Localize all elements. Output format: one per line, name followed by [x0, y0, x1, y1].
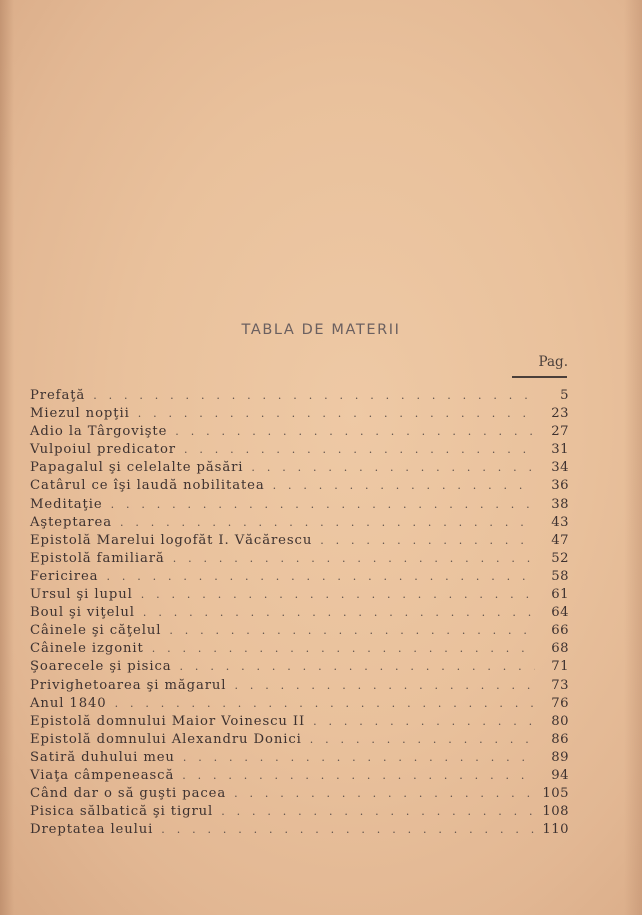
toc-entry-page-number: 38: [551, 496, 569, 512]
toc-entry-page-number: 80: [551, 713, 569, 729]
table-of-contents: [30, 387, 569, 839]
toc-entry-page-number: 66: [551, 623, 569, 639]
toc-entry: [30, 785, 569, 803]
toc-entry-page-number: 73: [551, 677, 569, 693]
toc-entry: [30, 496, 569, 514]
toc-entry: [30, 550, 569, 568]
toc-entry: [30, 423, 569, 441]
toc-entry-title: Şoarecele şi pisica: [30, 659, 172, 675]
page-edge-shadow-right: [624, 0, 642, 915]
toc-entry: [30, 405, 569, 423]
toc-entry-leader-dots: [106, 568, 535, 586]
toc-entry-leader-dots: [169, 622, 535, 640]
toc-entry-title: Pisica sălbatică şi tigrul: [30, 804, 214, 820]
toc-entry-title: Aşteptarea: [30, 514, 112, 530]
toc-entry-title: Vulpoiul predicator: [30, 442, 176, 458]
toc-entry-page-number: 47: [551, 532, 569, 548]
toc-entry: [30, 695, 569, 713]
toc-entry: [30, 713, 569, 731]
toc-entry-page-number: 34: [551, 460, 569, 476]
toc-entry-page-number: 43: [551, 514, 569, 530]
toc-entry-leader-dots: [313, 713, 535, 731]
toc-entry-leader-dots: [143, 604, 535, 622]
toc-entry-page-number: 5: [560, 388, 569, 403]
toc-entry-title: Câinele şi căţelul: [30, 623, 162, 639]
toc-entry-page-number: 68: [551, 641, 569, 657]
toc-entry-page-number: 31: [551, 442, 569, 458]
toc-entry-title: Anul 1840: [30, 695, 107, 711]
toc-entry-title: Ursul şi lupul: [30, 587, 133, 603]
page-edge-shadow-left: [0, 0, 14, 915]
toc-entry: [30, 532, 569, 550]
toc-entry: [30, 731, 569, 749]
toc-entry-leader-dots: [310, 731, 535, 749]
page-column-header: Pag.: [538, 354, 568, 370]
toc-entry-title: Epistolă domnului Maior Voinescu II: [30, 713, 306, 729]
toc-entry-page-number: 64: [551, 605, 569, 621]
toc-entry-title: Privighetoarea şi măgarul: [30, 677, 227, 693]
toc-entry-page-number: 27: [551, 424, 569, 440]
toc-entry-page-number: 58: [551, 568, 569, 584]
toc-entry: [30, 459, 569, 477]
toc-entry-leader-dots: [183, 749, 535, 767]
toc-entry-page-number: 76: [551, 695, 569, 711]
toc-entry: [30, 477, 569, 495]
toc-entry-leader-dots: [221, 803, 535, 821]
toc-entry-leader-dots: [234, 677, 535, 695]
toc-entry-leader-dots: [173, 550, 535, 568]
toc-entry-title: Viaţa câmpenească: [30, 767, 175, 783]
toc-entry-title: Catârul ce îşi laudă nobilitatea: [30, 478, 265, 494]
toc-entry-title: Satiră duhului meu: [30, 749, 175, 765]
toc-entry-leader-dots: [320, 532, 535, 550]
toc-entry-title: Miezul nopţii: [30, 406, 130, 422]
toc-entry: [30, 568, 569, 586]
toc-entry-title: Prefaţă: [30, 388, 86, 403]
toc-entry-leader-dots: [120, 514, 535, 532]
toc-entry-leader-dots: [93, 387, 535, 405]
toc-entry-title: Boul şi viţelul: [30, 605, 135, 621]
toc-entry: [30, 441, 569, 459]
toc-entry: [30, 604, 569, 622]
toc-entry: [30, 677, 569, 695]
toc-entry-leader-dots: [115, 695, 535, 713]
toc-entry-leader-dots: [141, 586, 535, 604]
toc-entry-title: Când dar o să guşti pacea: [30, 786, 227, 802]
page-title: TABLA DE MATERII: [241, 322, 401, 338]
toc-entry-leader-dots: [234, 785, 535, 803]
toc-entry-title: Epistolă familiară: [30, 550, 165, 566]
toc-entry-page-number: 86: [551, 731, 569, 747]
toc-entry-title: Fericirea: [30, 568, 99, 584]
toc-entry: [30, 586, 569, 604]
toc-entry-title: Epistolă Marelui logofăt I. Văcărescu: [30, 532, 313, 548]
toc-entry-page-number: 89: [551, 749, 569, 765]
toc-entry-page-number: 61: [551, 587, 569, 603]
toc-entry: [30, 767, 569, 785]
toc-entry: [30, 622, 569, 640]
toc-entry-page-number: 110: [542, 822, 569, 838]
toc-entry-page-number: 108: [542, 804, 569, 820]
toc-entry-title: Adio la Târgovişte: [30, 424, 168, 440]
toc-entry: [30, 387, 569, 405]
toc-entry-leader-dots: [161, 821, 535, 839]
toc-entry-leader-dots: [138, 405, 535, 423]
toc-entry-leader-dots: [184, 441, 535, 459]
toc-entry: [30, 514, 569, 532]
toc-entry-leader-dots: [111, 496, 535, 514]
toc-entry: [30, 803, 569, 821]
toc-entry-title: Papagalul şi celelalte păsări: [30, 460, 244, 476]
page-column-rule: [512, 376, 567, 378]
toc-entry-title: Meditaţie: [30, 496, 103, 512]
toc-entry: [30, 640, 569, 658]
toc-entry-page-number: 36: [551, 478, 569, 494]
toc-entry-leader-dots: [273, 477, 535, 495]
toc-entry: [30, 658, 569, 676]
toc-entry-leader-dots: [175, 423, 535, 441]
toc-entry-page-number: 105: [542, 786, 569, 802]
toc-entry-page-number: 52: [551, 550, 569, 566]
toc-entry-title: Epistolă domnului Alexandru Donici: [30, 731, 302, 747]
toc-entry-page-number: 94: [551, 767, 569, 783]
toc-entry-leader-dots: [251, 459, 535, 477]
toc-entry-title: Câinele izgonit: [30, 641, 144, 657]
toc-entry-title: Dreptatea leului: [30, 822, 154, 838]
toc-entry-page-number: 23: [551, 406, 569, 422]
toc-entry-leader-dots: [180, 658, 535, 676]
toc-entry: [30, 821, 569, 839]
toc-entry-leader-dots: [182, 767, 535, 785]
toc-entry-page-number: 71: [551, 659, 569, 675]
toc-entry-leader-dots: [152, 640, 535, 658]
toc-entry: [30, 749, 569, 767]
